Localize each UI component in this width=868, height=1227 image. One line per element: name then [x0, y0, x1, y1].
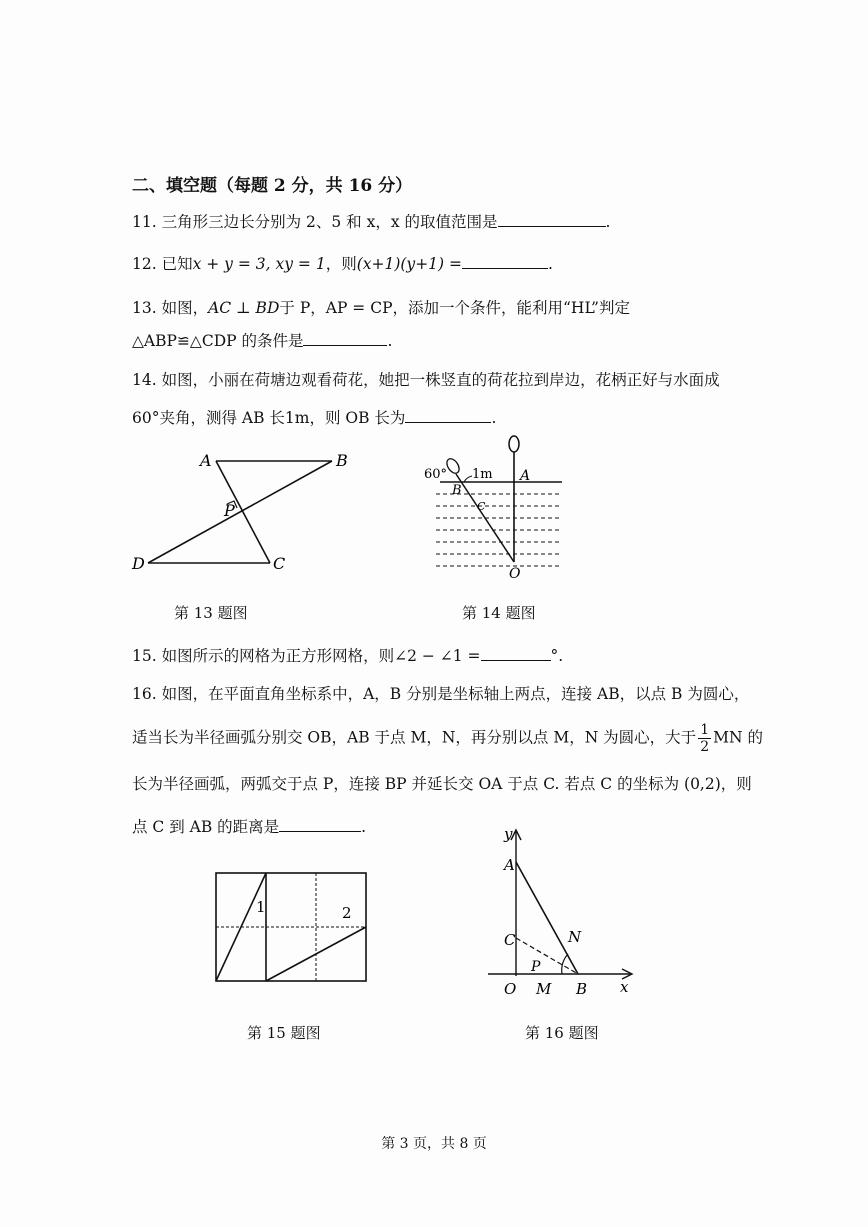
q12-expression: (x+1)(y+1) = — [356, 255, 463, 273]
q11-text: 11. 三角形三边长分别为 2、5 和 x，x 的取值范围是 — [132, 213, 498, 231]
fig16-caption: 第 16 题图 — [525, 1024, 599, 1042]
q12-answer-blank — [462, 254, 548, 269]
figure-16 — [484, 826, 644, 998]
fig16-label-o: O — [504, 980, 517, 998]
question-16-line2: 适当长为半径画弧分别交 OB，AB 于点 M，N，再分别以点 M，N 为圆心，大于 $\frac{1}{2}$ MN 的 — [132, 722, 763, 755]
fig16-label-n: N — [568, 928, 582, 946]
question-12: 12. 已知x + y = 3, xy = 1，则(x+1)(y+1) = . — [132, 255, 553, 273]
fig14-label-1m: 1m — [472, 467, 493, 482]
question-15: 15. 如图所示的网格为正方形网格，则∠2 − ∠1 = °. — [132, 647, 564, 665]
fig16-label-y: y — [504, 825, 513, 843]
fig16-label-p: P — [531, 959, 541, 975]
fraction-one-half: $\frac{1}{2}$ — [700, 722, 710, 755]
fig13-label-d: D — [132, 554, 145, 573]
fig13-label-b: B — [336, 451, 348, 470]
question-16-line1: 16. 如图，在平面直角坐标系中，A，B 分别是坐标轴上两点，连接 AB，以点 B 为圆心， — [132, 685, 750, 703]
figure-14 — [420, 432, 570, 584]
fig14-label-o: O — [509, 566, 521, 582]
fig13-label-p: P — [224, 501, 235, 520]
fig15-angle-2: 2 — [342, 904, 352, 922]
question-11: 11. 三角形三边长分别为 2、5 和 x，x 的取值范围是 . — [132, 213, 611, 231]
q14-answer-blank — [405, 408, 491, 423]
q11-answer-blank — [498, 212, 606, 227]
fig14-label-b: B — [452, 483, 462, 498]
fig14-label-60deg: 60° — [424, 467, 448, 482]
fig13-caption: 第 13 题图 — [174, 604, 248, 622]
figure-13 — [130, 448, 370, 578]
section-title: 二、填空题（每题 2 分，共 16 分） — [132, 176, 413, 196]
q15-answer-blank — [481, 646, 551, 661]
question-13-line2: △ABP≌△CDP 的条件是 . — [132, 332, 393, 350]
fig16-label-b: B — [576, 980, 588, 998]
fig14-caption: 第 14 题图 — [462, 604, 536, 622]
fig16-label-m: M — [536, 980, 552, 998]
page-footer: 第 3 页，共 8 页 — [381, 1136, 487, 1152]
question-14-line2: 60°夹角，测得 AB 长1m，则 OB 长为 . — [132, 409, 497, 427]
fig16-label-c: C — [504, 931, 516, 949]
question-13-line1: 13. 如图，AC ⊥ BD于 P，AP = CP，添加一个条件，能利用“HL”判定 — [132, 299, 630, 317]
fig15-caption: 第 15 题图 — [247, 1024, 321, 1042]
fig16-label-a: A — [504, 856, 515, 874]
fig13-label-c: C — [273, 554, 286, 573]
fig15-angle-1: 1 — [256, 898, 266, 916]
q13-answer-blank — [303, 331, 387, 346]
question-16-line4: 点 C 到 AB 的距离是 . — [132, 818, 367, 836]
question-14-line1: 14. 如图，小丽在荷塘边观看荷花，她把一株竖直的荷花拉到岸边，花柄正好与水面成 — [132, 371, 720, 389]
fig13-label-a: A — [200, 451, 212, 470]
fig16-label-x: x — [620, 978, 629, 996]
question-16-line3: 长为半径画弧，两弧交于点 P，连接 BP 并延长交 OA 于点 C. 若点 C 的坐标为 (0,2)，则 — [132, 775, 752, 793]
q12-given: x + y = 3, xy = 1 — [192, 255, 326, 273]
fig14-label-a: A — [520, 468, 531, 484]
figure-15 — [214, 870, 376, 986]
q16-answer-blank — [279, 817, 361, 832]
fig14-label-c: C — [477, 500, 486, 513]
